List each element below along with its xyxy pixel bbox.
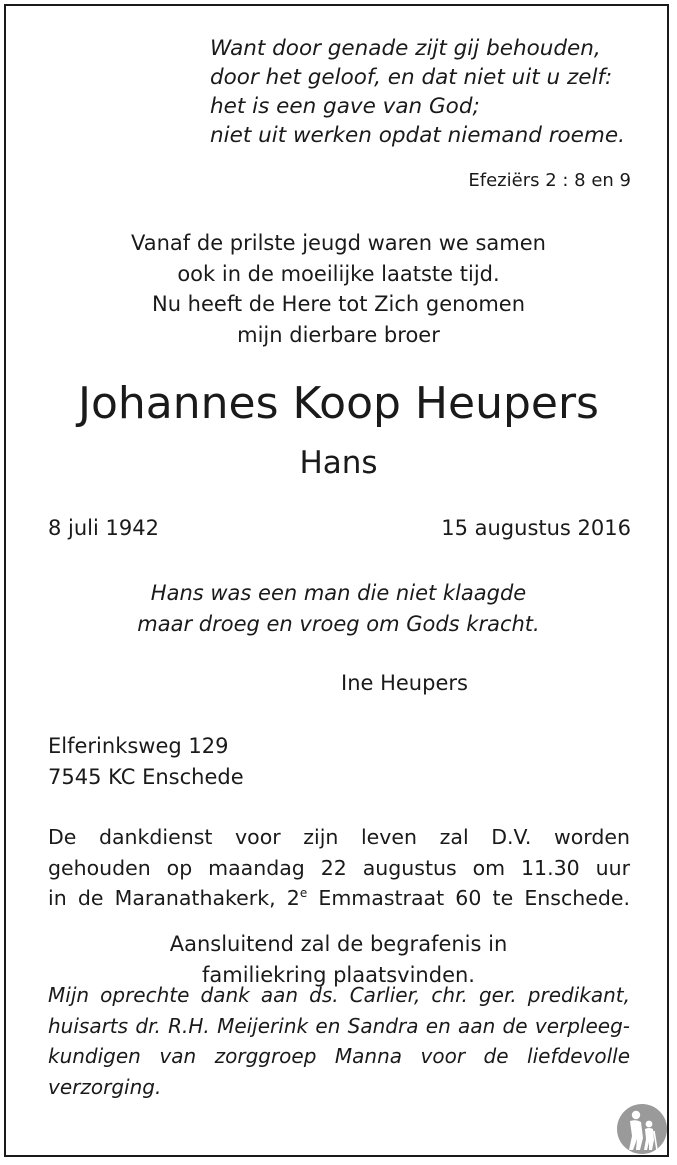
memorial-quote — [0, 578, 677, 640]
quote-line: Hans was een man die niet klaagde — [150, 581, 527, 605]
thanks-line: kundigen van zorggroep Manna voor de liefdevolle — [48, 1044, 630, 1068]
verse-line: door het geloof, en dat niet uit u zelf: — [210, 65, 613, 90]
intro-line: Vanaf de prilste jeugd waren we samen — [131, 231, 546, 255]
verse-reference: Efeziërs 2 : 8 en 9 — [468, 170, 631, 191]
signer-name: Ine Heupers — [341, 671, 468, 695]
bible-verse — [210, 34, 625, 150]
quote-line: maar droeg en vroeg om Gods kracht. — [137, 612, 540, 636]
thanks-line: verzorging. — [48, 1074, 162, 1099]
burial-line: familiekring plaatsvinden. — [202, 963, 475, 987]
correspondence-address — [48, 731, 244, 793]
deceased-full-name: Johannes Koop Heupers — [78, 378, 599, 429]
address-street: Elferinksweg 129 — [48, 734, 229, 758]
verse-line: niet uit werken opdat niemand roeme. — [210, 123, 625, 148]
verse-line: Want door genade zijt gij behouden, — [210, 36, 601, 61]
death-date: 15 augustus 2016 — [441, 516, 631, 540]
intro-line: mijn dierbare broer — [237, 322, 440, 347]
service-text: in de Maranathakerk, 2 — [48, 886, 300, 910]
intro-line: Nu heeft de Here tot Zich genomen — [151, 292, 526, 316]
mourning-figures-logo-icon — [616, 1098, 668, 1156]
thanks-note — [48, 980, 630, 1102]
thanks-line: Mijn oprechte dank aan ds. Carlier, chr. ger. predikant, — [48, 983, 630, 1007]
service-line: De dankdienst voor zijn leven zal D.V. worden — [48, 825, 630, 849]
intro-line: ook in de moeilijke laatste tijd. — [177, 261, 500, 286]
thanks-line: huisarts dr. R.H. Meijerink en Sandra en aan de verpleeg- — [48, 1013, 630, 1038]
deceased-nickname: Hans — [299, 445, 378, 481]
birth-date: 8 juli 1942 — [48, 516, 159, 540]
address-city: 7545 KC Enschede — [48, 765, 244, 789]
service-line: gehouden op maandag 22 augustus om 11.30 uur — [48, 855, 630, 880]
verse-line: het is een gave van God; — [210, 94, 480, 119]
service-line — [48, 883, 630, 914]
intro-text — [0, 228, 677, 350]
service-text: Emmastraat 60 te Enschede. — [307, 886, 630, 910]
service-superscript: e — [299, 886, 308, 900]
burial-line: Aansluitend zal de begrafenis in — [169, 932, 508, 956]
service-details — [48, 822, 630, 914]
